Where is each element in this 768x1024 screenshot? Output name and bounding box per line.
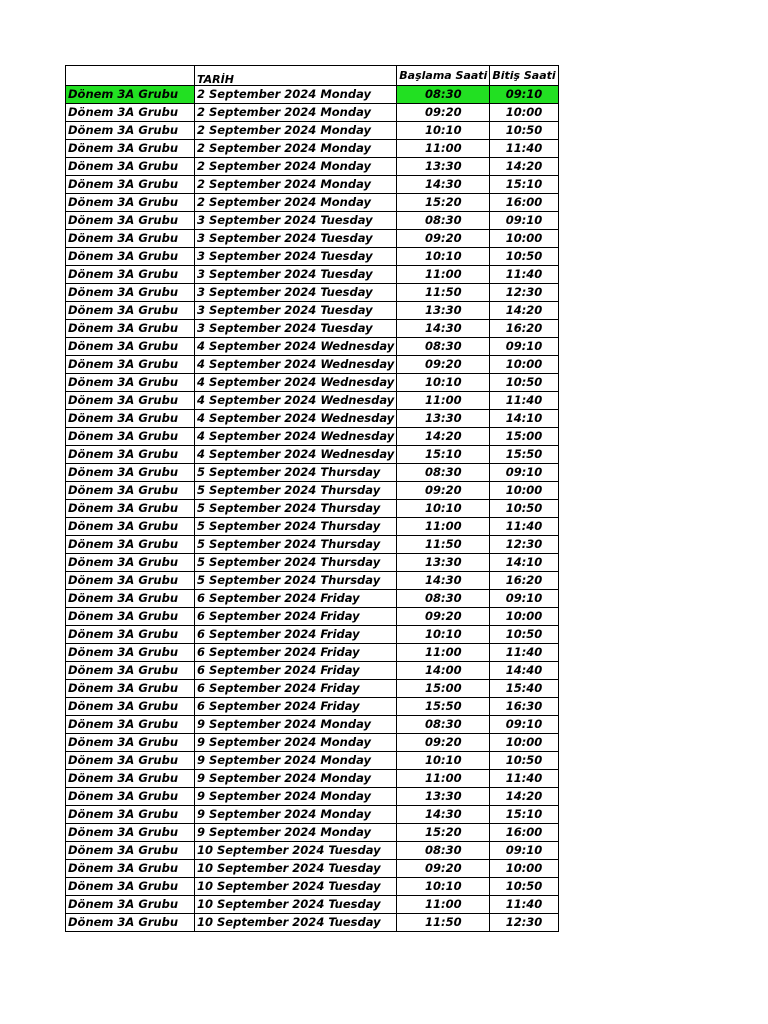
group-cell[interactable]: Dönem 3A Grubu bbox=[66, 248, 195, 266]
header-group[interactable] bbox=[66, 66, 195, 86]
header-end-time[interactable]: Bitiş Saati bbox=[490, 66, 558, 86]
group-cell[interactable]: Dönem 3A Grubu bbox=[66, 608, 195, 626]
date-cell[interactable]: 2 September 2024 Monday bbox=[195, 158, 397, 176]
group-cell[interactable]: Dönem 3A Grubu bbox=[66, 680, 195, 698]
start-time-cell[interactable]: 14:30 bbox=[397, 806, 490, 824]
group-cell[interactable]: Dönem 3A Grubu bbox=[66, 320, 195, 338]
table-row bbox=[66, 698, 559, 716]
table-row bbox=[66, 752, 559, 770]
date-cell[interactable]: 6 September 2024 Friday bbox=[195, 590, 397, 608]
date-cell[interactable]: 3 September 2024 Tuesday bbox=[195, 266, 397, 284]
end-time-cell[interactable]: 11:40 bbox=[490, 392, 558, 410]
date-cell[interactable]: 10 September 2024 Tuesday bbox=[195, 842, 397, 860]
date-cell[interactable]: 2 September 2024 Monday bbox=[195, 194, 397, 212]
table-row bbox=[66, 284, 559, 302]
group-cell[interactable]: Dönem 3A Grubu bbox=[66, 464, 195, 482]
group-cell[interactable]: Dönem 3A Grubu bbox=[66, 914, 195, 932]
date-cell[interactable]: 6 September 2024 Friday bbox=[195, 608, 397, 626]
group-cell[interactable]: Dönem 3A Grubu bbox=[66, 662, 195, 680]
group-cell[interactable]: Dönem 3A Grubu bbox=[66, 626, 195, 644]
table-row bbox=[66, 338, 559, 356]
date-cell[interactable]: 4 September 2024 Wednesday bbox=[195, 428, 397, 446]
end-time-cell[interactable]: 10:50 bbox=[490, 626, 558, 644]
date-cell[interactable]: 5 September 2024 Thursday bbox=[195, 482, 397, 500]
table-body bbox=[66, 86, 559, 932]
group-cell[interactable]: Dönem 3A Grubu bbox=[66, 104, 195, 122]
start-time-cell[interactable]: 08:30 bbox=[397, 716, 490, 734]
table-row bbox=[66, 176, 559, 194]
date-cell[interactable]: 3 September 2024 Tuesday bbox=[195, 302, 397, 320]
end-time-cell[interactable]: 14:10 bbox=[490, 410, 558, 428]
date-cell[interactable]: 10 September 2024 Tuesday bbox=[195, 914, 397, 932]
end-time-cell[interactable]: 09:10 bbox=[490, 86, 558, 104]
end-time-cell[interactable]: 10:00 bbox=[490, 356, 558, 374]
group-cell[interactable]: Dönem 3A Grubu bbox=[66, 122, 195, 140]
end-time-cell[interactable]: 10:00 bbox=[490, 860, 558, 878]
end-time-cell[interactable]: 11:40 bbox=[490, 896, 558, 914]
start-time-cell[interactable]: 11:00 bbox=[397, 896, 490, 914]
table-row bbox=[66, 554, 559, 572]
date-cell[interactable]: 3 September 2024 Tuesday bbox=[195, 320, 397, 338]
start-time-cell[interactable]: 15:20 bbox=[397, 824, 490, 842]
start-time-cell[interactable]: 11:00 bbox=[397, 770, 490, 788]
date-cell[interactable]: 3 September 2024 Tuesday bbox=[195, 284, 397, 302]
date-cell[interactable]: 4 September 2024 Wednesday bbox=[195, 374, 397, 392]
date-cell[interactable]: 9 September 2024 Monday bbox=[195, 824, 397, 842]
group-cell[interactable]: Dönem 3A Grubu bbox=[66, 554, 195, 572]
date-cell[interactable]: 2 September 2024 Monday bbox=[195, 176, 397, 194]
date-cell[interactable]: 6 September 2024 Friday bbox=[195, 662, 397, 680]
end-time-cell[interactable]: 16:20 bbox=[490, 572, 558, 590]
end-time-cell[interactable]: 14:10 bbox=[490, 554, 558, 572]
group-cell[interactable]: Dönem 3A Grubu bbox=[66, 212, 195, 230]
table-row bbox=[66, 572, 559, 590]
table-row bbox=[66, 482, 559, 500]
end-time-cell[interactable]: 12:30 bbox=[490, 284, 558, 302]
end-time-cell[interactable]: 09:10 bbox=[490, 842, 558, 860]
date-cell[interactable]: 10 September 2024 Tuesday bbox=[195, 860, 397, 878]
group-cell[interactable]: Dönem 3A Grubu bbox=[66, 824, 195, 842]
table-row bbox=[66, 644, 559, 662]
start-time-cell[interactable]: 09:20 bbox=[397, 608, 490, 626]
table-row bbox=[66, 266, 559, 284]
table-row bbox=[66, 770, 559, 788]
start-time-cell[interactable]: 10:10 bbox=[397, 248, 490, 266]
date-cell[interactable]: 5 September 2024 Thursday bbox=[195, 536, 397, 554]
table-row bbox=[66, 392, 559, 410]
end-time-cell[interactable]: 15:40 bbox=[490, 680, 558, 698]
end-time-cell[interactable]: 15:10 bbox=[490, 806, 558, 824]
start-time-cell[interactable]: 11:50 bbox=[397, 284, 490, 302]
table-row bbox=[66, 500, 559, 518]
end-time-cell[interactable]: 12:30 bbox=[490, 536, 558, 554]
group-cell[interactable]: Dönem 3A Grubu bbox=[66, 428, 195, 446]
group-cell[interactable]: Dönem 3A Grubu bbox=[66, 896, 195, 914]
start-time-cell[interactable]: 11:00 bbox=[397, 140, 490, 158]
start-time-cell[interactable]: 09:20 bbox=[397, 860, 490, 878]
end-time-cell[interactable]: 10:50 bbox=[490, 374, 558, 392]
group-cell[interactable]: Dönem 3A Grubu bbox=[66, 266, 195, 284]
end-time-cell[interactable]: 16:00 bbox=[490, 824, 558, 842]
end-time-cell[interactable]: 09:10 bbox=[490, 590, 558, 608]
date-cell[interactable]: 2 September 2024 Monday bbox=[195, 104, 397, 122]
group-cell[interactable]: Dönem 3A Grubu bbox=[66, 878, 195, 896]
date-cell[interactable]: 3 September 2024 Tuesday bbox=[195, 248, 397, 266]
start-time-cell[interactable]: 11:00 bbox=[397, 266, 490, 284]
date-cell[interactable]: 5 September 2024 Thursday bbox=[195, 518, 397, 536]
group-cell[interactable]: Dönem 3A Grubu bbox=[66, 806, 195, 824]
group-cell[interactable]: Dönem 3A Grubu bbox=[66, 644, 195, 662]
group-cell[interactable]: Dönem 3A Grubu bbox=[66, 482, 195, 500]
end-time-cell[interactable]: 14:40 bbox=[490, 662, 558, 680]
date-cell[interactable]: 6 September 2024 Friday bbox=[195, 626, 397, 644]
group-cell[interactable]: Dönem 3A Grubu bbox=[66, 158, 195, 176]
start-time-cell[interactable]: 15:50 bbox=[397, 698, 490, 716]
date-cell[interactable]: 2 September 2024 Monday bbox=[195, 86, 397, 104]
date-cell[interactable]: 9 September 2024 Monday bbox=[195, 806, 397, 824]
start-time-cell[interactable]: 09:20 bbox=[397, 356, 490, 374]
group-cell[interactable]: Dönem 3A Grubu bbox=[66, 860, 195, 878]
date-cell[interactable]: 6 September 2024 Friday bbox=[195, 680, 397, 698]
start-time-cell[interactable]: 13:30 bbox=[397, 410, 490, 428]
date-cell[interactable]: 6 September 2024 Friday bbox=[195, 698, 397, 716]
end-time-cell[interactable]: 10:50 bbox=[490, 878, 558, 896]
end-time-cell[interactable]: 10:00 bbox=[490, 230, 558, 248]
date-cell[interactable]: 3 September 2024 Tuesday bbox=[195, 230, 397, 248]
date-cell[interactable]: 2 September 2024 Monday bbox=[195, 122, 397, 140]
group-cell[interactable]: Dönem 3A Grubu bbox=[66, 842, 195, 860]
end-time-cell[interactable]: 10:00 bbox=[490, 734, 558, 752]
group-cell[interactable]: Dönem 3A Grubu bbox=[66, 590, 195, 608]
group-cell[interactable]: Dönem 3A Grubu bbox=[66, 500, 195, 518]
start-time-cell[interactable]: 09:20 bbox=[397, 482, 490, 500]
table-row bbox=[66, 716, 559, 734]
table-row bbox=[66, 230, 559, 248]
date-cell[interactable]: 10 September 2024 Tuesday bbox=[195, 878, 397, 896]
start-time-cell[interactable]: 15:10 bbox=[397, 446, 490, 464]
group-cell[interactable]: Dönem 3A Grubu bbox=[66, 410, 195, 428]
start-time-cell[interactable]: 08:30 bbox=[397, 842, 490, 860]
date-cell[interactable]: 2 September 2024 Monday bbox=[195, 140, 397, 158]
table-row bbox=[66, 896, 559, 914]
table-row bbox=[66, 626, 559, 644]
end-time-cell[interactable]: 15:50 bbox=[490, 446, 558, 464]
end-time-cell[interactable]: 14:20 bbox=[490, 158, 558, 176]
start-time-cell[interactable]: 09:20 bbox=[397, 734, 490, 752]
end-time-cell[interactable]: 10:00 bbox=[490, 482, 558, 500]
start-time-cell[interactable]: 10:10 bbox=[397, 500, 490, 518]
table-row bbox=[66, 662, 559, 680]
group-cell[interactable]: Dönem 3A Grubu bbox=[66, 356, 195, 374]
date-cell[interactable]: 4 September 2024 Wednesday bbox=[195, 392, 397, 410]
table-row bbox=[66, 122, 559, 140]
group-cell[interactable]: Dönem 3A Grubu bbox=[66, 752, 195, 770]
table-row bbox=[66, 608, 559, 626]
date-cell[interactable]: 3 September 2024 Tuesday bbox=[195, 212, 397, 230]
date-cell[interactable]: 9 September 2024 Monday bbox=[195, 716, 397, 734]
group-cell[interactable]: Dönem 3A Grubu bbox=[66, 176, 195, 194]
header-start-time[interactable]: Başlama Saati bbox=[397, 66, 490, 86]
table-row bbox=[66, 104, 559, 122]
table-row bbox=[66, 842, 559, 860]
end-time-cell[interactable]: 10:50 bbox=[490, 500, 558, 518]
end-time-cell[interactable]: 11:40 bbox=[490, 518, 558, 536]
end-time-cell[interactable]: 15:00 bbox=[490, 428, 558, 446]
start-time-cell[interactable]: 11:50 bbox=[397, 914, 490, 932]
start-time-cell[interactable]: 09:20 bbox=[397, 104, 490, 122]
start-time-cell[interactable]: 13:30 bbox=[397, 788, 490, 806]
end-time-cell[interactable]: 14:20 bbox=[490, 788, 558, 806]
date-cell[interactable]: 4 September 2024 Wednesday bbox=[195, 338, 397, 356]
end-time-cell[interactable]: 14:20 bbox=[490, 302, 558, 320]
start-time-cell[interactable]: 09:20 bbox=[397, 230, 490, 248]
end-time-cell[interactable]: 12:30 bbox=[490, 914, 558, 932]
group-cell[interactable]: Dönem 3A Grubu bbox=[66, 446, 195, 464]
end-time-cell[interactable]: 09:10 bbox=[490, 716, 558, 734]
table-row bbox=[66, 914, 559, 932]
table-row bbox=[66, 860, 559, 878]
end-time-cell[interactable]: 11:40 bbox=[490, 770, 558, 788]
date-cell[interactable]: 9 September 2024 Monday bbox=[195, 788, 397, 806]
table-row bbox=[66, 158, 559, 176]
end-time-cell[interactable]: 16:20 bbox=[490, 320, 558, 338]
start-time-cell[interactable]: 13:30 bbox=[397, 158, 490, 176]
end-time-cell[interactable]: 10:50 bbox=[490, 752, 558, 770]
group-cell[interactable]: Dönem 3A Grubu bbox=[66, 716, 195, 734]
end-time-cell[interactable]: 11:40 bbox=[490, 140, 558, 158]
date-cell[interactable]: 9 September 2024 Monday bbox=[195, 752, 397, 770]
table-row bbox=[66, 410, 559, 428]
group-cell[interactable]: Dönem 3A Grubu bbox=[66, 374, 195, 392]
date-cell[interactable]: 9 September 2024 Monday bbox=[195, 734, 397, 752]
end-time-cell[interactable]: 09:10 bbox=[490, 212, 558, 230]
start-time-cell[interactable]: 11:00 bbox=[397, 518, 490, 536]
table-row bbox=[66, 536, 559, 554]
start-time-cell[interactable]: 08:30 bbox=[397, 338, 490, 356]
table-row bbox=[66, 320, 559, 338]
start-time-cell[interactable]: 10:10 bbox=[397, 374, 490, 392]
header-row bbox=[66, 66, 559, 86]
date-cell[interactable]: 5 September 2024 Thursday bbox=[195, 500, 397, 518]
date-cell[interactable]: 5 September 2024 Thursday bbox=[195, 464, 397, 482]
date-cell[interactable]: 5 September 2024 Thursday bbox=[195, 572, 397, 590]
end-time-cell[interactable]: 09:10 bbox=[490, 338, 558, 356]
start-time-cell[interactable]: 15:20 bbox=[397, 194, 490, 212]
start-time-cell[interactable]: 10:10 bbox=[397, 626, 490, 644]
start-time-cell[interactable]: 13:30 bbox=[397, 554, 490, 572]
table-row bbox=[66, 374, 559, 392]
table-row bbox=[66, 140, 559, 158]
start-time-cell[interactable]: 08:30 bbox=[397, 86, 490, 104]
start-time-cell[interactable]: 15:00 bbox=[397, 680, 490, 698]
start-time-cell[interactable]: 11:00 bbox=[397, 392, 490, 410]
start-time-cell[interactable]: 10:10 bbox=[397, 752, 490, 770]
schedule-table bbox=[65, 65, 559, 932]
end-time-cell[interactable]: 15:10 bbox=[490, 176, 558, 194]
end-time-cell[interactable]: 10:00 bbox=[490, 608, 558, 626]
table-row bbox=[66, 680, 559, 698]
table-row bbox=[66, 356, 559, 374]
group-cell[interactable]: Dönem 3A Grubu bbox=[66, 338, 195, 356]
date-cell[interactable]: 4 September 2024 Wednesday bbox=[195, 446, 397, 464]
group-cell[interactable]: Dönem 3A Grubu bbox=[66, 788, 195, 806]
date-cell[interactable]: 9 September 2024 Monday bbox=[195, 770, 397, 788]
end-time-cell[interactable]: 11:40 bbox=[490, 266, 558, 284]
group-cell[interactable]: Dönem 3A Grubu bbox=[66, 572, 195, 590]
group-cell[interactable]: Dönem 3A Grubu bbox=[66, 284, 195, 302]
group-cell[interactable]: Dönem 3A Grubu bbox=[66, 86, 195, 104]
start-time-cell[interactable]: 14:30 bbox=[397, 572, 490, 590]
end-time-cell[interactable]: 09:10 bbox=[490, 464, 558, 482]
table-row bbox=[66, 248, 559, 266]
table-row bbox=[66, 464, 559, 482]
end-time-cell[interactable]: 10:00 bbox=[490, 104, 558, 122]
end-time-cell[interactable]: 16:30 bbox=[490, 698, 558, 716]
table-row bbox=[66, 518, 559, 536]
end-time-cell[interactable]: 10:50 bbox=[490, 248, 558, 266]
header-date[interactable]: TARİH bbox=[195, 66, 397, 86]
table-row bbox=[66, 806, 559, 824]
start-time-cell[interactable]: 08:30 bbox=[397, 212, 490, 230]
end-time-cell[interactable]: 10:50 bbox=[490, 122, 558, 140]
table-row bbox=[66, 212, 559, 230]
date-cell[interactable]: 10 September 2024 Tuesday bbox=[195, 896, 397, 914]
table-row bbox=[66, 194, 559, 212]
group-cell[interactable]: Dönem 3A Grubu bbox=[66, 536, 195, 554]
group-cell[interactable]: Dönem 3A Grubu bbox=[66, 230, 195, 248]
table-row bbox=[66, 824, 559, 842]
table-row bbox=[66, 446, 559, 464]
start-time-cell[interactable]: 13:30 bbox=[397, 302, 490, 320]
group-cell[interactable]: Dönem 3A Grubu bbox=[66, 770, 195, 788]
group-cell[interactable]: Dönem 3A Grubu bbox=[66, 140, 195, 158]
start-time-cell[interactable]: 08:30 bbox=[397, 464, 490, 482]
start-time-cell[interactable]: 14:20 bbox=[397, 428, 490, 446]
start-time-cell[interactable]: 10:10 bbox=[397, 122, 490, 140]
date-cell[interactable]: 4 September 2024 Wednesday bbox=[195, 410, 397, 428]
table-row bbox=[66, 428, 559, 446]
group-cell[interactable]: Dönem 3A Grubu bbox=[66, 392, 195, 410]
table-row bbox=[66, 86, 559, 104]
table-row bbox=[66, 590, 559, 608]
table-row bbox=[66, 878, 559, 896]
start-time-cell[interactable]: 14:30 bbox=[397, 176, 490, 194]
start-time-cell[interactable]: 14:30 bbox=[397, 320, 490, 338]
group-cell[interactable]: Dönem 3A Grubu bbox=[66, 518, 195, 536]
table-row bbox=[66, 788, 559, 806]
start-time-cell[interactable]: 10:10 bbox=[397, 878, 490, 896]
date-cell[interactable]: 4 September 2024 Wednesday bbox=[195, 356, 397, 374]
start-time-cell[interactable]: 11:50 bbox=[397, 536, 490, 554]
group-cell[interactable]: Dönem 3A Grubu bbox=[66, 698, 195, 716]
end-time-cell[interactable]: 11:40 bbox=[490, 644, 558, 662]
end-time-cell[interactable]: 16:00 bbox=[490, 194, 558, 212]
table-row bbox=[66, 302, 559, 320]
date-cell[interactable]: 5 September 2024 Thursday bbox=[195, 554, 397, 572]
group-cell[interactable]: Dönem 3A Grubu bbox=[66, 194, 195, 212]
start-time-cell[interactable]: 08:30 bbox=[397, 590, 490, 608]
date-cell[interactable]: 6 September 2024 Friday bbox=[195, 644, 397, 662]
group-cell[interactable]: Dönem 3A Grubu bbox=[66, 734, 195, 752]
start-time-cell[interactable]: 11:00 bbox=[397, 644, 490, 662]
table-row bbox=[66, 734, 559, 752]
start-time-cell[interactable]: 14:00 bbox=[397, 662, 490, 680]
group-cell[interactable]: Dönem 3A Grubu bbox=[66, 302, 195, 320]
